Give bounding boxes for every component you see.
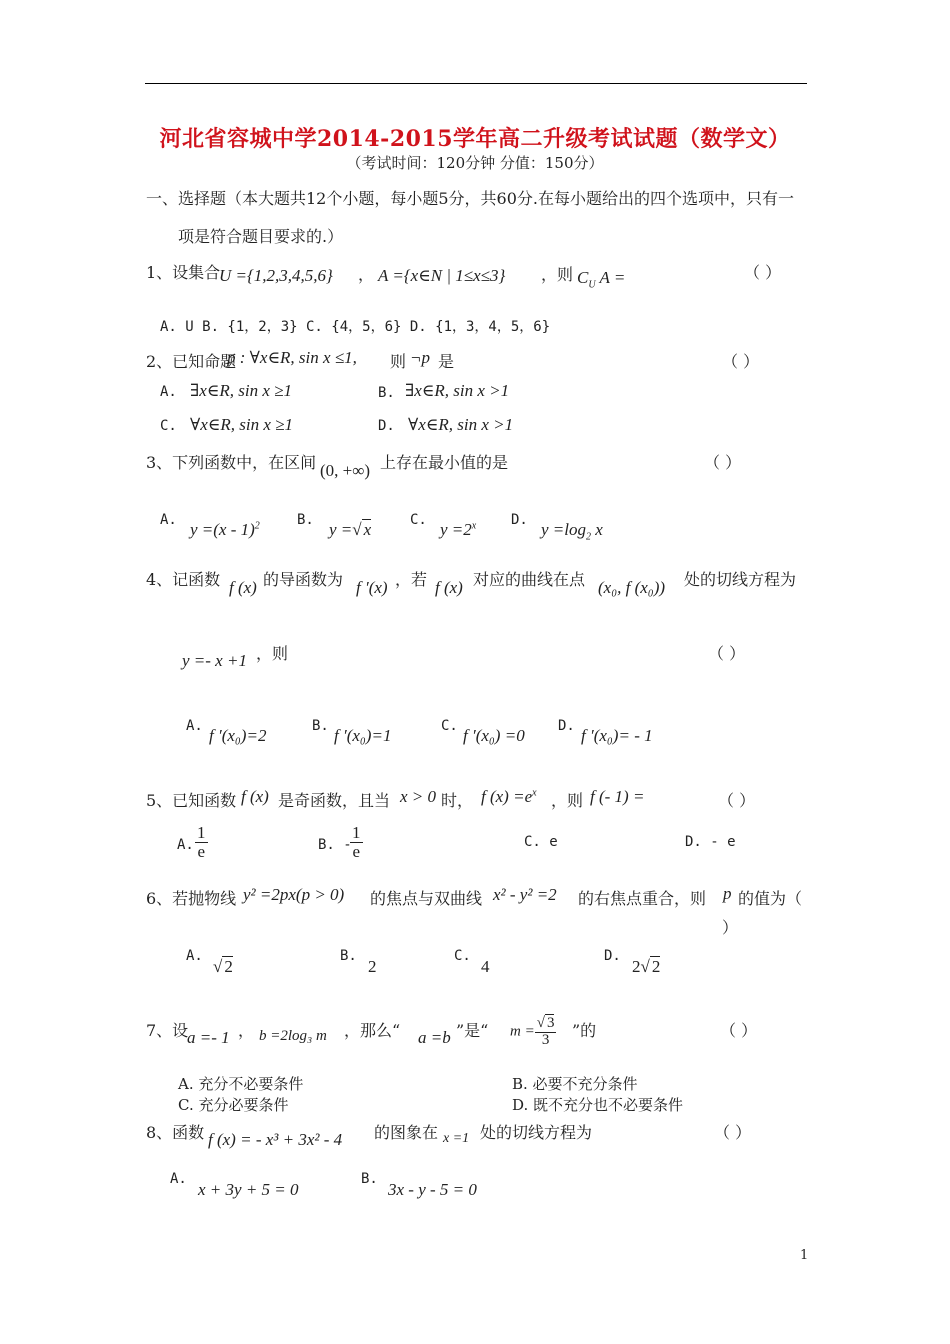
q7-stem: 7、设 bbox=[146, 1021, 189, 1040]
q4-function: f (x) bbox=[229, 578, 257, 597]
q5-answer-blank: （ ） bbox=[718, 791, 756, 810]
q3-answer-blank: （ ） bbox=[704, 453, 742, 472]
q4-option-d: f ′(x₀)= - 1 bbox=[581, 726, 653, 745]
q5-text-1: 是奇函数，且当 bbox=[278, 791, 391, 810]
q8-option-b: 3x - y - 5 = 0 bbox=[388, 1180, 477, 1199]
q5-option-d: D. - e bbox=[685, 834, 736, 850]
q1-complement: $C_U$ A = bbox=[577, 268, 626, 291]
q5-option-a-label: A. bbox=[177, 837, 194, 853]
q7-a: a =- 1 bbox=[187, 1028, 230, 1047]
q4-text-2: ，若 bbox=[395, 570, 428, 589]
q8-function: f (x) = - x³ + 3x² - 4 bbox=[208, 1130, 343, 1149]
q4-option-b: f ′(x₀)=1 bbox=[334, 726, 392, 745]
q6-answer-close: ） bbox=[722, 918, 739, 937]
q4-point: (x₀, f (x₀)) bbox=[598, 578, 666, 597]
q1-sep: ， bbox=[358, 265, 375, 284]
q2-option-c-label: C. bbox=[160, 418, 177, 434]
q3-option-b: y =√ x bbox=[329, 520, 372, 539]
q2-answer-blank: （ ） bbox=[722, 352, 760, 371]
q6-option-c: 4 bbox=[481, 957, 490, 976]
q7-option-b: B. 必要不充分条件 bbox=[512, 1075, 638, 1093]
q7-text-4: ”的 bbox=[572, 1021, 597, 1040]
q4-answer-blank: （ ） bbox=[708, 644, 746, 663]
q7-option-d: D. 既不充分也不必要条件 bbox=[512, 1096, 684, 1114]
q8-point: x =1 bbox=[443, 1131, 470, 1146]
q7-option-c: C. 充分必要条件 bbox=[178, 1096, 289, 1114]
q5-option-c: C. e bbox=[524, 834, 558, 850]
section-heading: 一、选择题（本大题共12个小题，每小题5分，共60分.在每小题给出的四个选项中，只有一 bbox=[146, 189, 794, 208]
q5-stem: 5、已知函数 bbox=[146, 791, 237, 810]
q6-param: p bbox=[723, 884, 732, 903]
q7-equality: a =b bbox=[418, 1028, 451, 1047]
q6-option-a: √ 2 bbox=[213, 957, 233, 976]
q6-option-b: 2 bbox=[368, 957, 377, 976]
q7-text-3: ”是“ bbox=[456, 1021, 489, 1040]
q7-text-1: ， bbox=[238, 1021, 255, 1040]
q8-text-2: 处的切线方程为 bbox=[480, 1123, 593, 1142]
q4-text-4: 处的切线方程为 bbox=[684, 570, 797, 589]
q3-option-b-label: B. bbox=[297, 512, 314, 528]
q5-option-a: $\frac{1}{e}$ bbox=[197, 823, 206, 861]
q8-answer-blank: （ ） bbox=[714, 1123, 752, 1142]
q4-option-b-label: B. bbox=[312, 718, 329, 734]
q6-option-d-label: D. bbox=[604, 948, 621, 964]
q8-option-a: x + 3y + 5 = 0 bbox=[198, 1180, 299, 1199]
q5-function: f (x) bbox=[241, 787, 269, 806]
q6-text-2: 的右焦点重合，则 bbox=[578, 889, 707, 908]
exam-info: （考试时间：120分钟 分值：150分） bbox=[346, 154, 604, 172]
q8-option-a-label: A. bbox=[170, 1171, 187, 1187]
q5-option-b-label: B. - bbox=[318, 837, 352, 853]
page-number: 1 bbox=[800, 1248, 809, 1263]
q5-text-2: 时， bbox=[441, 791, 474, 810]
q1-set-u: U ={1,2,3,4,5,6} bbox=[219, 266, 333, 285]
q6-text-1: 的焦点与双曲线 bbox=[370, 889, 483, 908]
q2-option-a: ∃x∈R, sin x ≥1 bbox=[190, 381, 292, 400]
q3-option-a: y =(x - 1)$^2$ bbox=[190, 520, 260, 539]
q2-option-b: ∃x∈R, sin x >1 bbox=[405, 381, 510, 400]
q4-option-a: f ′(x₀)=2 bbox=[209, 726, 267, 745]
q2-proposition: p : ∀x∈R, sin x ≤1, bbox=[227, 348, 357, 367]
q5-question: f (- 1) = bbox=[590, 787, 645, 806]
q4-text-5: ，则 bbox=[256, 644, 289, 663]
q5-option-b: $\frac{1}{e}$ bbox=[352, 823, 361, 861]
q3-stem: 3、下列函数中，在区间 bbox=[146, 453, 317, 472]
q4-tangent-equation: y =- x +1 bbox=[182, 651, 247, 670]
q7-text-2: ，那么“ bbox=[344, 1021, 401, 1040]
q2-option-b-label: B. bbox=[378, 385, 395, 401]
q4-option-d-label: D. bbox=[558, 718, 575, 734]
q2-option-c: ∀x∈R, sin x ≥1 bbox=[190, 415, 293, 434]
q6-text-3: 的值为（ bbox=[738, 889, 803, 908]
q8-text-1: 的图象在 bbox=[374, 1123, 439, 1142]
header-rule bbox=[145, 83, 807, 84]
q4-text-1: 的导函数为 bbox=[263, 570, 344, 589]
q4-derivative: f ′(x) bbox=[356, 578, 388, 597]
q6-stem: 6、若抛物线 bbox=[146, 889, 237, 908]
q3-interval: (0, +∞) bbox=[320, 461, 371, 480]
q2-stem: 2、已知命题 bbox=[146, 352, 237, 371]
q4-stem: 4、记函数 bbox=[146, 570, 221, 589]
q1-set-a: A ={x∈N | 1≤x≤3} bbox=[378, 266, 506, 285]
q7-option-a: A. 充分不必要条件 bbox=[178, 1075, 304, 1093]
q1-options: A. U B. {1，2，3} C. {4，5，6} D. {1，3，4，5，6} bbox=[160, 319, 551, 335]
q3-option-d: $y =\log_2$ x bbox=[541, 520, 603, 543]
q2-option-d: ∀x∈R, sin x >1 bbox=[408, 415, 514, 434]
q2-negation: ¬p bbox=[410, 348, 430, 367]
q4-text-3: 对应的曲线在点 bbox=[473, 570, 586, 589]
q6-option-d: 2√ 2 bbox=[632, 957, 661, 976]
q5-definition: f $(x) =e^x$ bbox=[481, 787, 537, 806]
q3-option-a-label: A. bbox=[160, 512, 177, 528]
q3-option-c-label: C. bbox=[410, 512, 427, 528]
q8-option-b-label: B. bbox=[361, 1171, 378, 1187]
page-title: 河北省容城中学2014-2015学年高二升级考试试题（数学文） bbox=[159, 126, 791, 152]
q6-option-c-label: C. bbox=[454, 948, 471, 964]
section-heading-cont: 项是符合题目要求的.） bbox=[178, 227, 344, 246]
q5-text-3: ，则 bbox=[551, 791, 584, 810]
q4-function-2: f (x) bbox=[435, 578, 463, 597]
q2-option-d-label: D. bbox=[378, 418, 395, 434]
q8-stem: 8、函数 bbox=[146, 1123, 205, 1142]
q2-tail2: 是 bbox=[438, 352, 455, 371]
q4-option-a-label: A. bbox=[186, 718, 203, 734]
q6-option-a-label: A. bbox=[186, 948, 203, 964]
q4-option-c-label: C. bbox=[441, 718, 458, 734]
q6-hyperbola: x² - y² =2 bbox=[493, 885, 557, 904]
q6-parabola: y² =2px(p > 0) bbox=[243, 885, 345, 904]
q7-m: m = $\frac{√ 3}{3}$ bbox=[510, 1015, 555, 1048]
q7-answer-blank: （ ） bbox=[720, 1021, 758, 1040]
q6-option-b-label: B. bbox=[340, 948, 357, 964]
q4-option-c: f ′(x₀) =0 bbox=[463, 726, 525, 745]
q5-condition: x > 0 bbox=[400, 787, 437, 806]
q1-sep2: ，则 bbox=[541, 265, 574, 284]
q7-b: b =2log₃ m bbox=[259, 1028, 327, 1044]
q3-tail: 上存在最小值的是 bbox=[380, 453, 509, 472]
q1-stem: 1、设集合 bbox=[146, 263, 221, 282]
q3-option-c: $y =2^x$ bbox=[440, 520, 477, 539]
q2-tail: 则 bbox=[390, 352, 407, 371]
q3-option-d-label: D. bbox=[511, 512, 528, 528]
q1-answer-blank: （ ） bbox=[744, 263, 782, 282]
q2-option-a-label: A. bbox=[160, 384, 177, 400]
